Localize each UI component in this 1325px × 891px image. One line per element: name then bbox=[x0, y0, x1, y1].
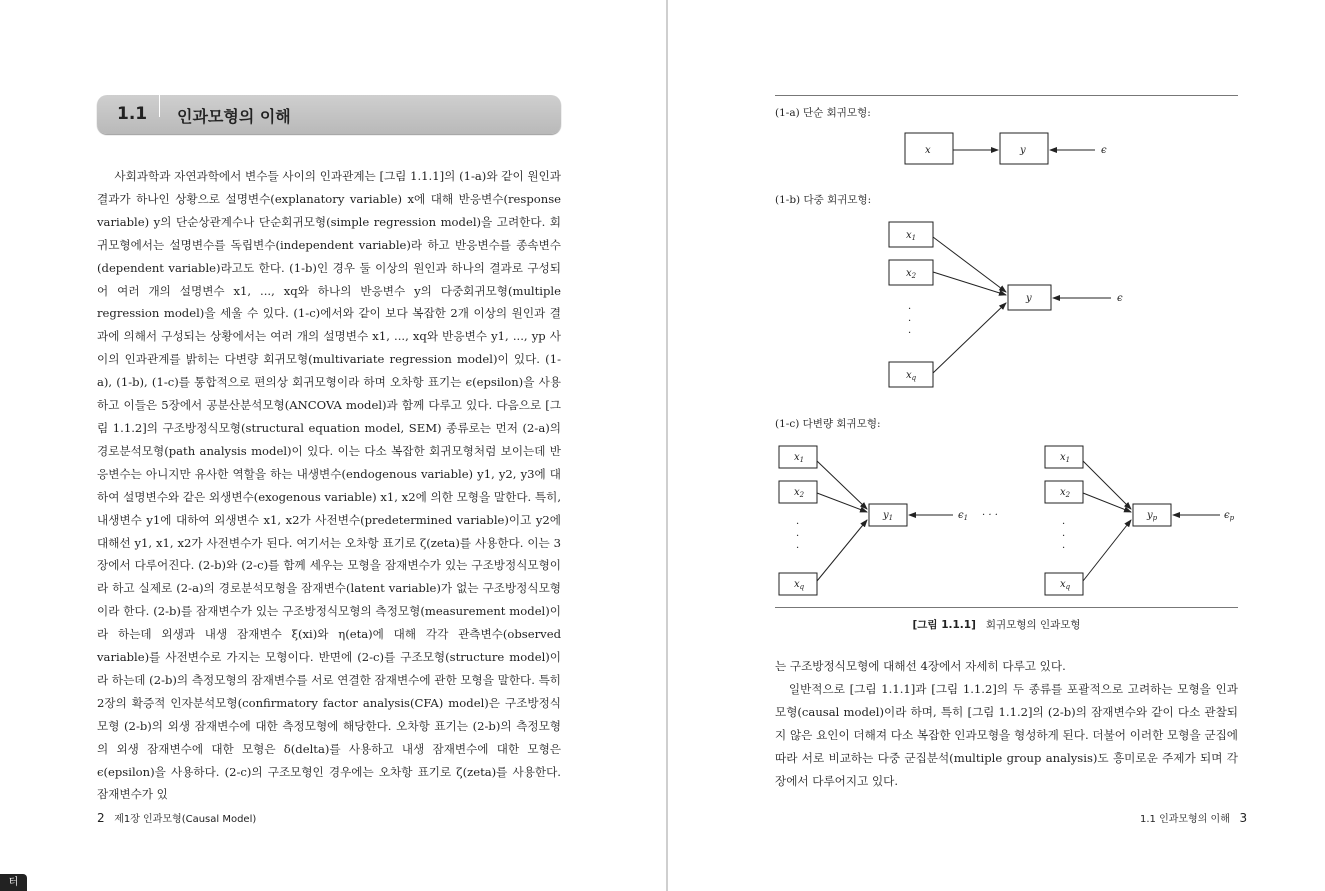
node-1c-x1-text: $x_1$ bbox=[794, 452, 805, 464]
node-1c-epsp-text: $\epsilon_p$ bbox=[1224, 510, 1235, 522]
node-1c-eps1-text: $\epsilon_1$ bbox=[958, 510, 969, 522]
caption-text: 회귀모형의 인과모형 bbox=[985, 619, 1081, 631]
node-1b-eps-text: ϵ bbox=[1117, 293, 1123, 304]
node-1c-yp-text: $y_p$ bbox=[1147, 510, 1158, 522]
chapter-title: 제1장 인과모형(Causal Model) bbox=[114, 814, 257, 825]
node-1c-r-x2-text: $x_2$ bbox=[1060, 487, 1071, 499]
caption-tag: [그림 1.1.1] bbox=[912, 619, 976, 631]
section-divider bbox=[159, 95, 160, 117]
body-text bbox=[97, 165, 561, 806]
node-1b-x2-text: $x_2$ bbox=[906, 268, 917, 280]
node-1c-x2-text: $x_2$ bbox=[794, 487, 805, 499]
svg-text:·: · bbox=[1062, 531, 1066, 542]
right-body-text bbox=[775, 655, 1238, 792]
node-1c-y1-text: $y_1$ bbox=[883, 510, 894, 522]
node-1c-xq-text: $x_q$ bbox=[794, 579, 805, 591]
svg-text:·: · bbox=[908, 328, 912, 339]
svg-text:· · ·: · · · bbox=[982, 510, 998, 521]
section-number: 1.1 bbox=[117, 104, 148, 124]
section-title: 인과모형의 이해 bbox=[177, 107, 291, 126]
section-ref: 1.1 인과모형의 이해 bbox=[1140, 814, 1230, 825]
node-1c-r-xq-text: $x_q$ bbox=[1060, 579, 1071, 591]
label-1b: (1-b) 다중 회귀모형: bbox=[775, 194, 872, 206]
node-1b-x1-text: $x_1$ bbox=[906, 230, 917, 242]
node-1a-y-text: y bbox=[1020, 145, 1026, 156]
footer-right bbox=[1140, 810, 1247, 825]
label-1a: (1-a) 단순 회귀모형: bbox=[775, 107, 871, 119]
node-1b-xq-text: $x_q$ bbox=[906, 370, 917, 382]
paragraph: 사회과학과 자연과학에서 변수들 사이의 인과관계는 [그림 1.1.1]의 (1-a)와 같이 원인과 결과가 하나인 상황으로 설명변수(explanatory variable) x에 대해 반응변수(response variable) y의 단순상관계수나 단순회귀모형(simple regression model)을 고려한다. 회귀모형에서는 설명변수를 독립변수(independent variable)라 하고 반응변수를 종속변수(dependent variable)라고도 한다. (1-b)인 경우 둘 이상의 원인과 하나의 결과로 구성되어 여러 개의 설명변수 x1, ..., xq와 하나의 반응변수 y의 다중회귀모형(multiple regression model)을 세울 수 있다. (1-c)에서와 같이 보다 복잡한 2개 이상의 원인과 결과에 의해서 구성되는 상황에서는 여러 개의 설명변수 x1, ..., xq와 반응변수 y1, ..., yp 사이의 인과관계를 밝히는 다변량 회귀모형(multivariate regression model)이 있다. (1-a), (1-b), (1-c)를 통합적으로 편의상 회귀모형이라 하며 오차항 표기는 ϵ(epsilon)을 사용하고 이들은 5장에서 공분산분석모형(ANCOVA model)과 함께 다루고 있다. 다음으로 [그림 1.1.2]의 구조방정식모형(structural equation model, SEM) 종류로는 먼저 (2-a)의 경로분석모형(path analysis model)이 있다. 이는 다소 복잡한 회귀모형처럼 보이는데 반응변수는 아니지만 유사한 역할을 하는 내생변수(endogenous variable) y1, y2, y3에 대하여 설명변수와 같은 외생변수(exogenous variable) x1, x2에 의한 모형을 말한다. 특히, 내생변수 y1에 대하여 외생변수 x1, x2가 사전변수(predetermined variable)이고 y2에 대해선 y1, x1, x2가 사전변수가 된다. 여기서는 오차항 표기로 ζ(zeta)를 사용한다. 이는 3장에서 다루어진다. (2-b)와 (2-c)를 함께 세우는 모형을 잠재변수가 있는 구조방정식모형이라 하고 실제로 (2-a)의 경로분석모형을 잠재변수(latent variable)가 없는 구조방정식모형이라 한다. (2-b)를 잠재변수가 있는 구조방정식모형의 측정모형(measurement model)이라 하는데 외생과 내생 잠재변수 ξ(xi)와 η(eta)에 대해 각각 관측변수(observed variable)를 사전변수로 가지는 모형이다. 반면에 (2-c)를 구조모형(structure model)이라 하는데 (2-b)의 측정모형의 잠재변수를 서로 연결한 잠재변수에 관한 모형을 말한다. 특히 2장의 확증적 인자분석모형(confirmatory factor analysis(CFA) model)은 구조방정식모형 (2-b)의 외생 잠재변수에 대한 측정모형에 해당한다. 오차항 표기는 (2-b)의 측정모형의 외생 잠재변수에 대한 모형은 δ(delta)를 사용하고 내생 잠재변수에 대한 모형은 ϵ(epsilon)을 사용하다. (2-c)의 구조모형인 경우에는 오차항 표기로 ζ(zeta)를 사용한다. 잠재변수가 있 bbox=[97, 169, 561, 802]
node-1a-x-text: x bbox=[925, 145, 931, 156]
paragraph-cont: 는 구조방정식모형에 대해선 4장에서 자세히 다루고 있다. bbox=[775, 659, 1066, 673]
label-1c: (1-c) 다변량 회귀모형: bbox=[775, 418, 881, 430]
node-1c-r-x1-text: $x_1$ bbox=[1060, 452, 1071, 464]
figure-caption bbox=[668, 617, 1325, 632]
section-header bbox=[97, 95, 561, 134]
footer-left bbox=[97, 810, 256, 825]
node-1b-y-text: y bbox=[1026, 293, 1032, 304]
corner-tab[interactable]: 터 bbox=[0, 874, 27, 891]
svg-text:·: · bbox=[908, 316, 912, 327]
svg-text:·: · bbox=[796, 543, 800, 554]
svg-text:·: · bbox=[1062, 543, 1066, 554]
svg-text:·: · bbox=[908, 304, 912, 315]
page-number: 3 bbox=[1239, 811, 1248, 825]
svg-text:·: · bbox=[1062, 519, 1066, 530]
node-1a-eps-text: ϵ bbox=[1101, 145, 1107, 156]
right-page bbox=[668, 0, 1325, 891]
figure-bottom-rule bbox=[775, 607, 1238, 608]
page-number: 2 bbox=[97, 811, 105, 825]
svg-text:·: · bbox=[796, 531, 800, 542]
paragraph: 일반적으로 [그림 1.1.1]과 [그림 1.1.2]의 두 종류를 포괄적으로 고려하는 모형을 인과모형(causal model)이라 하며, 특히 [그림 1.1.2]의 (2-b)의 잠재변수와 같이 다소 관찰되지 않은 요인이 더해져 다소 복잡한 인과모형을 형성하게 된다. 더불어 이러한 모형을 군집에 따라 서로 비교하는 다중 군집분석(multiple group analysis)도 흥미로운 주제가 되며 각 장에서 다루어지고 있다. bbox=[775, 681, 1238, 788]
svg-text:·: · bbox=[796, 519, 800, 530]
